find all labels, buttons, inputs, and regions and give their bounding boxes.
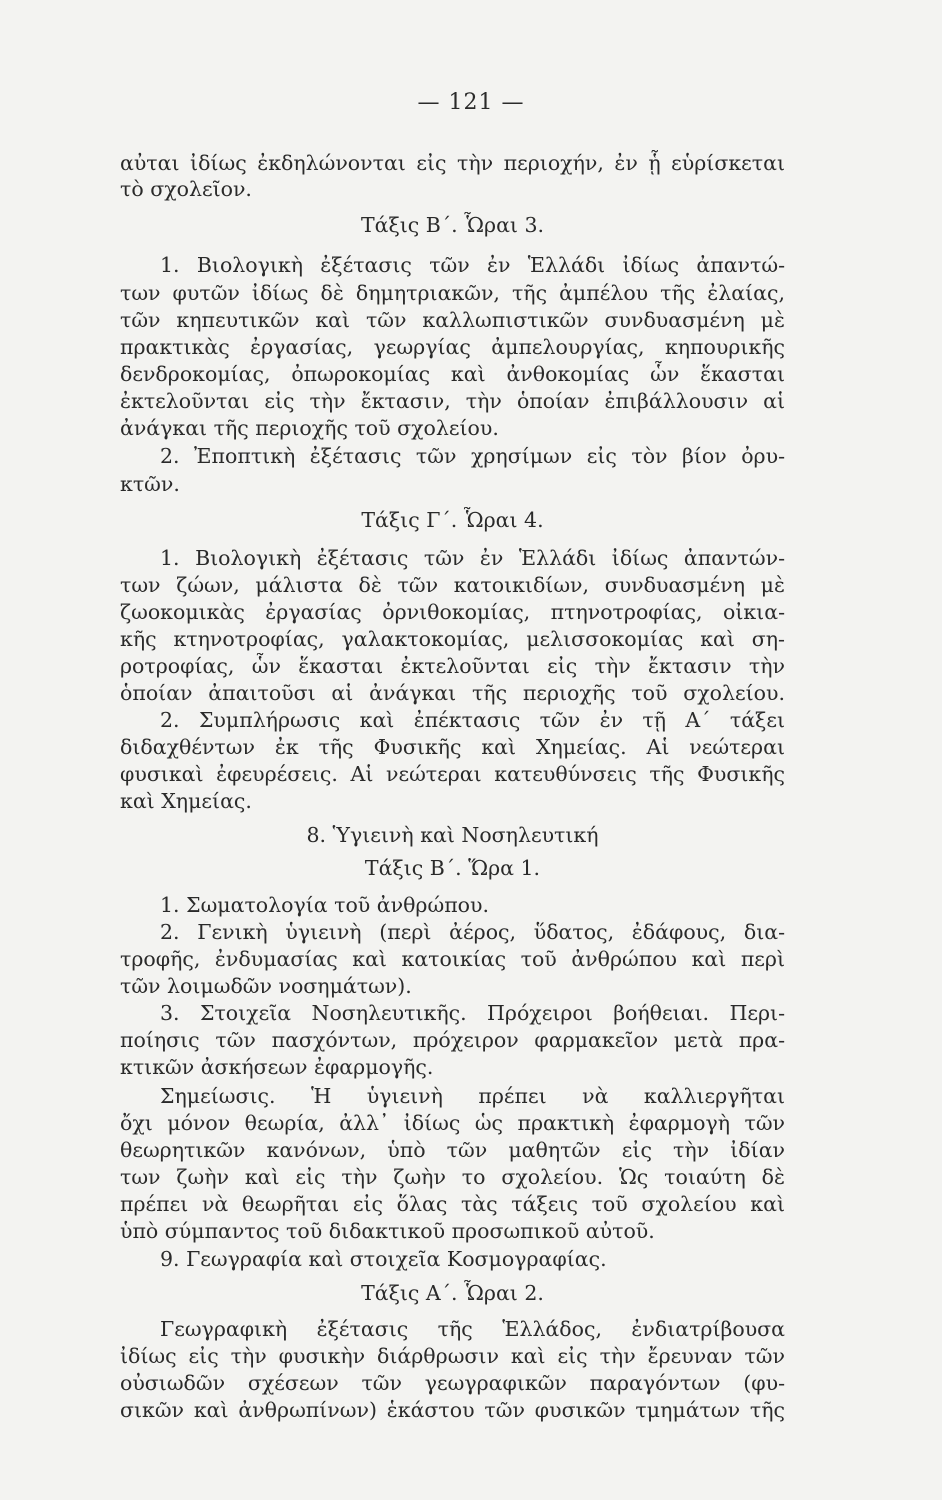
text-line: δενδροκομίας, ὀπωροκομίας καὶ ἀνθοκομίας ὧν ἕκασται <box>120 362 785 386</box>
text-line: ὑπὸ σύμπαντος τοῦ διδακτικοῦ προσωπικοῦ αὐτοῦ. <box>120 1219 655 1243</box>
text-line: 2. Συμπλήρωσις καὶ ἐπέκτασις τῶν ἐν τῇ Α΄ τάξει <box>160 708 785 732</box>
text-line: 2. Ἐποπτικὴ ἐξέτασις τῶν χρησίμων εἰς τὸν βίον ὀρυ- <box>160 444 785 468</box>
text-line: οὐσιωδῶν σχέσεων τῶν γεωγραφικῶν παραγόντων (φυ- <box>120 1371 785 1395</box>
text-line: τὸ σχολεῖον. <box>120 177 252 201</box>
section-heading: Τάξις Β΄. Ὧραι 3. <box>360 213 545 237</box>
text-line: θεωρητικῶν κανόνων, ὑπὸ τῶν μαθητῶν εἰς τὴν ἰδίαν <box>120 1138 785 1162</box>
text-line: καὶ Χημείας. <box>120 789 252 813</box>
text-line: των ζωὴν καὶ εἰς τὴν ζωὴν το σχολείου. Ὡς τοιαύτη δὲ <box>120 1165 785 1189</box>
text-line: τροφῆς, ἐνδυμασίας καὶ κατοικίας τοῦ ἀνθρώπου καὶ περὶ <box>120 947 785 971</box>
text-line: 2. Γενικὴ ὑγιεινὴ (περὶ ἀέρος, ὕδατος, ἐδάφους, δια- <box>160 920 785 944</box>
text-line: κτῶν. <box>120 472 180 496</box>
text-line: τῶν λοιμωδῶν νοσημάτων). <box>120 974 412 998</box>
text-line: ἐκτελοῦνται εἰς τὴν ἔκτασιν, τὴν ὁποίαν ἐπιβάλλουσιν αἱ <box>120 389 785 413</box>
text-line: φυσικαὶ ἐφευρέσεις. Αἱ νεώτεραι κατευθύνσεις τῆς Φυσικῆς <box>120 762 785 786</box>
text-line: Σημείωσις. Ἡ ὑγιεινὴ πρέπει νὰ καλλιεργῆται <box>160 1084 785 1108</box>
text-line: 1. Βιολογικὴ ἐξέτασις τῶν ἐν Ἑλλάδι ἰδίως ἀπαντώ- <box>160 253 785 277</box>
text-line: ποίησις τῶν πασχόντων, πρόχειρον φαρμακεῖον μετὰ πρα- <box>120 1028 785 1052</box>
text-line: Γεωγραφικὴ ἐξέτασις τῆς Ἑλλάδος, ἐνδιατρίβουσα <box>160 1317 785 1341</box>
section-heading: Τάξις Β΄. Ὥρα 1. <box>364 856 541 880</box>
text-line: ὁποίαν ἀπαιτοῦσι αἱ ἀνάγκαι τῆς περιοχῆς τοῦ σχολείου. <box>120 681 785 705</box>
chapter-heading: 9. Γεωγραφία καὶ στοιχεῖα Κοσμογραφίας. <box>160 1247 607 1271</box>
section-heading: Τάξις Α΄. Ὧραι 2. <box>361 1281 544 1305</box>
text-line: κῆς κτηνοτροφίας, γαλακτοκομίας, μελισσοκομίας καὶ ση- <box>120 627 785 651</box>
text-line: 3. Στοιχεῖα Νοσηλευτικῆς. Πρόχειροι βοήθειαι. Περι- <box>160 1001 785 1025</box>
text-line: ἀνάγκαι τῆς περιοχῆς τοῦ σχολείου. <box>120 416 499 440</box>
text-line: ροτροφίας, ὧν ἕκασται ἐκτελοῦνται εἰς τὴν ἔκτασιν τὴν <box>120 654 785 678</box>
text-line: ὄχι μόνον θεωρία, ἀλλ᾽ ἰδίως ὡς πρακτικὴ ἐφαρμογὴ τῶν <box>120 1111 785 1135</box>
text-line: των ζώων, μάλιστα δὲ τῶν κατοικιδίων, συνδυασμένη μὲ <box>120 573 785 597</box>
text-line: σικῶν καὶ ἀνθρωπίνων) ἑκάστου τῶν φυσικῶν τμημάτων τῆς <box>120 1398 785 1422</box>
text-line: ἰδίως εἰς τὴν φυσικὴν διάρθρωσιν καὶ εἰς τὴν ἔρευναν τῶν <box>120 1344 785 1368</box>
text-line: αὐται ἰδίως ἐκδηλώνονται εἰς τὴν περιοχήν, ἐν ᾗ εὑρίσκεται <box>120 151 785 175</box>
section-heading: Τάξις Γ΄. Ὧραι 4. <box>361 508 544 532</box>
text-line: διδαχθέντων ἐκ τῆς Φυσικῆς καὶ Χημείας. Αἱ νεώτεραι <box>120 735 785 759</box>
text-line: τῶν κηπευτικῶν καὶ τῶν καλλωπιστικῶν συνδυασμένη μὲ <box>120 308 785 332</box>
text-line: των φυτῶν ἰδίως δὲ δημητριακῶν, τῆς ἀμπέλου τῆς ἐλαίας, <box>120 281 785 305</box>
text-line: 1. Βιολογικὴ ἐξέτασις τῶν ἐν Ἑλλάδι ἰδίως ἀπαντών- <box>160 546 785 570</box>
page-number: — 121 — <box>417 90 525 115</box>
chapter-heading: 8. Ὑγιεινὴ καὶ Νοσηλευτική <box>306 823 599 847</box>
text-line: πρακτικὰς ἐργασίας, γεωργίας ἀμπελουργίας, κηπουρικῆς <box>120 335 785 359</box>
text-line: 1. Σωματολογία τοῦ ἀνθρώπου. <box>160 893 489 917</box>
text-line: ζωοκομικὰς ἐργασίας ὀρνιθοκομίας, πτηνοτροφίας, οἰκια- <box>120 600 785 624</box>
text-line: κτικῶν ἀσκήσεων ἐφαρμογῆς. <box>120 1055 434 1079</box>
text-line: πρέπει νὰ θεωρῆται εἰς ὅλας τὰς τάξεις τοῦ σχολείου καὶ <box>120 1192 785 1216</box>
